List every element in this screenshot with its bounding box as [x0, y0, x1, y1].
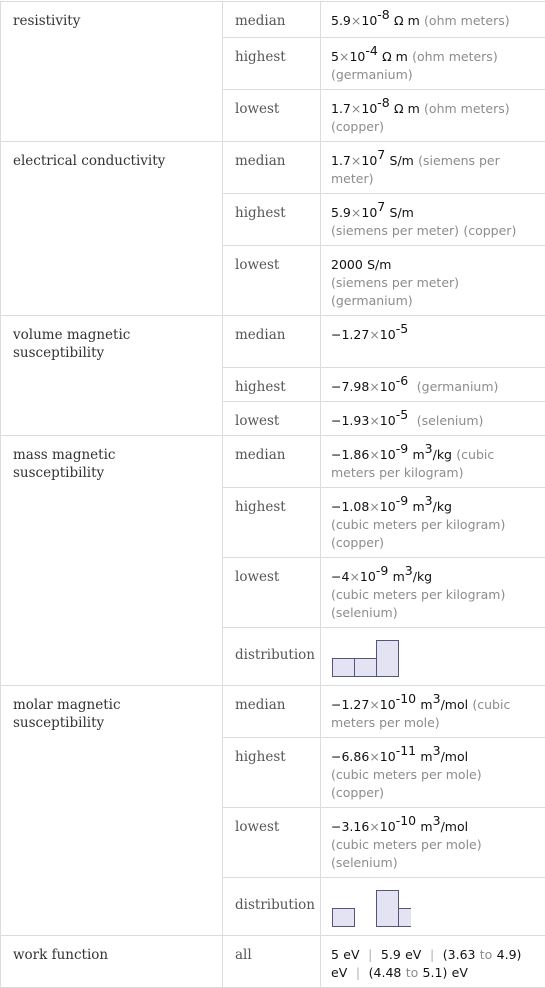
- stat-label: lowest: [223, 558, 321, 628]
- mantissa: −4: [331, 569, 349, 584]
- value-cell: $-1.86\times 10^{-9}$ $m^3/kg$ (cubic meters per kilogram): [321, 436, 545, 488]
- unit-description: (cubic meters per kilogram): [331, 517, 505, 532]
- value: 5.9: [381, 947, 401, 962]
- value: 5: [331, 947, 339, 962]
- value-cell: [321, 878, 545, 936]
- property-label: mass magnetic susceptibility: [1, 436, 223, 686]
- histogram-bar: [377, 891, 399, 927]
- value-cell: $1.7\times 10^7$ S/m (siemens per meter): [321, 142, 545, 194]
- element-name: (selenium): [331, 605, 398, 620]
- property-label: resistivity: [1, 2, 223, 142]
- stat-label: lowest: [223, 246, 321, 316]
- unit: eV: [405, 947, 421, 962]
- table-row: [1, 2, 545, 38]
- unit-description: (siemens per meter): [331, 223, 459, 238]
- mantissa: −3.16: [331, 819, 369, 834]
- unit: m: [393, 569, 405, 584]
- unit: S/m: [390, 205, 414, 220]
- mantissa: 1.7: [331, 153, 351, 168]
- mantissa: −1.86: [331, 447, 369, 462]
- unit-description: (cubic meters per mole): [331, 697, 510, 730]
- table-row: [1, 436, 545, 488]
- element-name: (copper): [331, 119, 384, 134]
- value-cell: $-1.93\times 10^{-5}$ (selenium): [321, 402, 545, 436]
- range-high: 5.1: [423, 965, 443, 980]
- stat-label: lowest: [223, 402, 321, 436]
- element-name: (copper): [331, 535, 384, 550]
- mantissa: −6.86: [331, 749, 369, 764]
- histogram-bar: [333, 659, 355, 677]
- unit: Ω m: [382, 49, 408, 64]
- mantissa: −1.93: [331, 413, 369, 428]
- value-cell: [321, 246, 545, 316]
- range-to: to: [480, 947, 493, 962]
- value-cell: $-7.98\times 10^{-6}$ (germanium): [321, 368, 545, 402]
- property-label: electrical conductivity: [1, 142, 223, 316]
- unit: Ω m: [394, 13, 420, 28]
- mantissa: 1.7: [331, 101, 351, 116]
- value-cell: 5 eV | 5.9 eV | (3.63 to 4.9) eV | (4.48 to 5.1) eV: [321, 936, 545, 988]
- unit: S/m: [390, 153, 414, 168]
- element-name: (germanium): [417, 379, 499, 394]
- stat-label: median: [223, 436, 321, 488]
- mantissa: 5.9: [331, 13, 351, 28]
- stat-label: highest: [223, 194, 321, 246]
- unit-description: (cubic meters per mole): [331, 837, 482, 852]
- element-name: (germanium): [331, 67, 413, 82]
- unit-description: (cubic meters per mole): [331, 767, 482, 782]
- property-label: work function: [1, 936, 223, 988]
- exponent: -9: [396, 493, 408, 508]
- unit-description: (ohm meters): [412, 49, 498, 64]
- exponent: -10: [396, 691, 416, 706]
- distribution-histogram: [331, 888, 411, 930]
- exponent: -10: [396, 813, 416, 828]
- separator: |: [368, 947, 372, 962]
- table-row: [1, 936, 545, 988]
- unit-description: (ohm meters): [424, 101, 510, 116]
- exponent: -5: [396, 407, 408, 422]
- distribution-histogram: [331, 638, 411, 680]
- value: 2000: [331, 257, 363, 272]
- stat-label: all: [223, 936, 321, 988]
- unit-exponent: 3: [405, 563, 413, 578]
- unit-tail: /kg: [413, 569, 432, 584]
- stat-label: highest: [223, 738, 321, 808]
- range-low: 3.63: [448, 947, 476, 962]
- unit-exponent: 3: [433, 743, 441, 758]
- value-cell: $-3.16\times 10^{-10}$ $m^3$/mol (cubic meters per mole) (selenium): [321, 808, 545, 878]
- value-cell: $1.7\times 10^{-8}$ Ω m (ohm meters) (copper): [321, 90, 545, 142]
- value-cell: $5.9\times 10^7$ S/m (siemens per meter) (copper): [321, 194, 545, 246]
- value-cell: $-1.27\times 10^{-10}$ $m^3$/mol (cubic meters per mole): [321, 686, 545, 738]
- histogram-bar: [377, 641, 399, 677]
- exponent: -8: [377, 95, 389, 110]
- exponent: -6: [396, 373, 408, 388]
- histogram-bar: [355, 659, 377, 677]
- unit: m: [412, 499, 424, 514]
- unit-exponent: 3: [425, 493, 433, 508]
- range-low: 4.48: [374, 965, 402, 980]
- element-name: (selenium): [417, 413, 484, 428]
- separator: |: [430, 947, 434, 962]
- unit: eV: [343, 947, 359, 962]
- unit: m: [420, 819, 432, 834]
- element-name: (germanium): [331, 293, 413, 308]
- mantissa: −7.98: [331, 379, 369, 394]
- value-cell: $5.9\times 10^{-8}$ Ω m (ohm meters): [321, 2, 545, 38]
- unit-description: (cubic meters per kilogram): [331, 587, 505, 602]
- unit-exponent: 3: [433, 691, 441, 706]
- exponent: -11: [396, 743, 416, 758]
- unit-exponent: 3: [425, 441, 433, 456]
- unit: eV: [331, 965, 347, 980]
- histogram-bar: [399, 909, 412, 927]
- stat-label: distribution: [223, 878, 321, 936]
- element-name: (selenium): [331, 855, 398, 870]
- unit-tail: /kg: [433, 447, 452, 462]
- exponent: -8: [377, 7, 389, 22]
- properties-table: [0, 1, 545, 988]
- value-cell: $5\times 10^{-4}$ Ω m (ohm meters) (germanium): [321, 38, 545, 90]
- unit: eV: [452, 965, 468, 980]
- exponent: -9: [396, 441, 408, 456]
- mantissa: −1.27: [331, 327, 369, 342]
- range-high: 4.9: [497, 947, 517, 962]
- stat-label: median: [223, 686, 321, 738]
- unit-tail: /mol: [441, 819, 469, 834]
- exponent: 7: [377, 199, 385, 214]
- unit: m: [412, 447, 424, 462]
- stat-label: highest: [223, 488, 321, 558]
- value-cell: $-1.08\times 10^{-9}$ $m^3/kg$ (cubic meters per kilogram) (copper): [321, 488, 545, 558]
- value-cell: $-6.86\times 10^{-11}$ $m^3$/mol (cubic meters per mole) (copper): [321, 738, 545, 808]
- table-row: [1, 142, 545, 194]
- unit: S/m: [367, 257, 391, 272]
- property-label: volume magnetic susceptibility: [1, 316, 223, 436]
- mantissa: 5: [331, 49, 339, 64]
- stat-label: lowest: [223, 90, 321, 142]
- value-cell: $-1.27\times 10^{-5}$: [321, 316, 545, 368]
- separator: |: [356, 965, 360, 980]
- stat-label: highest: [223, 368, 321, 402]
- unit-description: (siemens per meter): [331, 153, 500, 186]
- exponent: -5: [396, 321, 408, 336]
- histogram-bar: [333, 909, 355, 927]
- stat-label: lowest: [223, 808, 321, 878]
- unit-tail: /mol: [441, 697, 469, 712]
- table-row: [1, 686, 545, 738]
- unit: Ω m: [394, 101, 420, 116]
- stat-label: median: [223, 142, 321, 194]
- exponent: 7: [377, 147, 385, 162]
- element-name: (copper): [331, 785, 384, 800]
- exponent: -9: [376, 563, 388, 578]
- stat-label: highest: [223, 38, 321, 90]
- unit-description: (ohm meters): [424, 13, 510, 28]
- unit: m: [420, 749, 432, 764]
- mantissa: −1.27: [331, 697, 369, 712]
- value-cell: $-4\times 10^{-9}$ $m^3/kg$ (cubic meters per kilogram) (selenium): [321, 558, 545, 628]
- exponent: -4: [365, 43, 377, 58]
- table-row: [1, 316, 545, 368]
- unit-tail: /mol: [441, 749, 469, 764]
- value-cell: [321, 628, 545, 686]
- unit: m: [420, 697, 432, 712]
- stat-label: median: [223, 316, 321, 368]
- unit-description: (cubic meters per kilogram): [331, 447, 494, 480]
- unit-description: (siemens per meter): [331, 275, 459, 290]
- range-to: to: [406, 965, 419, 980]
- property-label: molar magnetic susceptibility: [1, 686, 223, 936]
- stat-label: distribution: [223, 628, 321, 686]
- mantissa: 5.9: [331, 205, 351, 220]
- element-name: (copper): [463, 223, 516, 238]
- unit-exponent: 3: [433, 813, 441, 828]
- mantissa: −1.08: [331, 499, 369, 514]
- unit-tail: /kg: [433, 499, 452, 514]
- stat-label: median: [223, 2, 321, 38]
